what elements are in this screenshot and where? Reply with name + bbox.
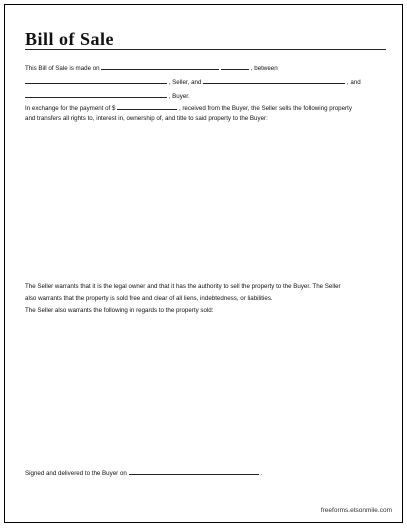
and-label: , and [346, 79, 361, 86]
exchange-line [25, 103, 352, 113]
document-title: Bill of Sale [25, 29, 115, 49]
footer-source: freeforms.etsonmile.com [320, 507, 392, 514]
payment-blank[interactable] [117, 103, 177, 110]
buyer-blank[interactable] [25, 91, 167, 98]
parties-line [25, 77, 361, 87]
warrant-line-1: The Seller warrants that it is the legal owner and that it has the authority to sell the property to the Buyer. The Seller [25, 283, 341, 290]
made-on-line [25, 63, 278, 73]
date-blank-2[interactable] [221, 63, 249, 70]
signed-line [25, 468, 262, 478]
party-blank[interactable] [203, 77, 345, 84]
exchange-suffix: , received from the Buyer, the Seller sells the following property [178, 105, 352, 112]
signed-date-blank[interactable] [129, 468, 259, 475]
buyer-label: , Buyer. [168, 93, 190, 100]
bill-of-sale-page [4, 4, 403, 523]
buyer-line [25, 91, 190, 101]
transfer-line: and transfers all rights to, interest in, ownership of, and title to said property to the Buyer: [25, 115, 268, 122]
exchange-prefix: In exchange for the payment of $ [25, 105, 116, 112]
title-rule [25, 49, 386, 50]
made-on-suffix: , between [250, 65, 278, 72]
seller-blank[interactable] [25, 77, 167, 84]
seller-label: , Seller, and [168, 79, 202, 86]
date-blank[interactable] [101, 63, 219, 70]
made-on-prefix: This Bill of Sale is made on [25, 65, 100, 72]
warrant-line-3: The Seller also warrants the following in regards to the property sold: [25, 307, 214, 314]
signed-prefix: Signed and delivered to the Buyer on [25, 470, 127, 477]
signed-suffix: . [260, 470, 263, 477]
warrant-line-2: also warrants that the property is sold free and clear of all liens, indebtedness, or liabilities. [25, 295, 273, 302]
